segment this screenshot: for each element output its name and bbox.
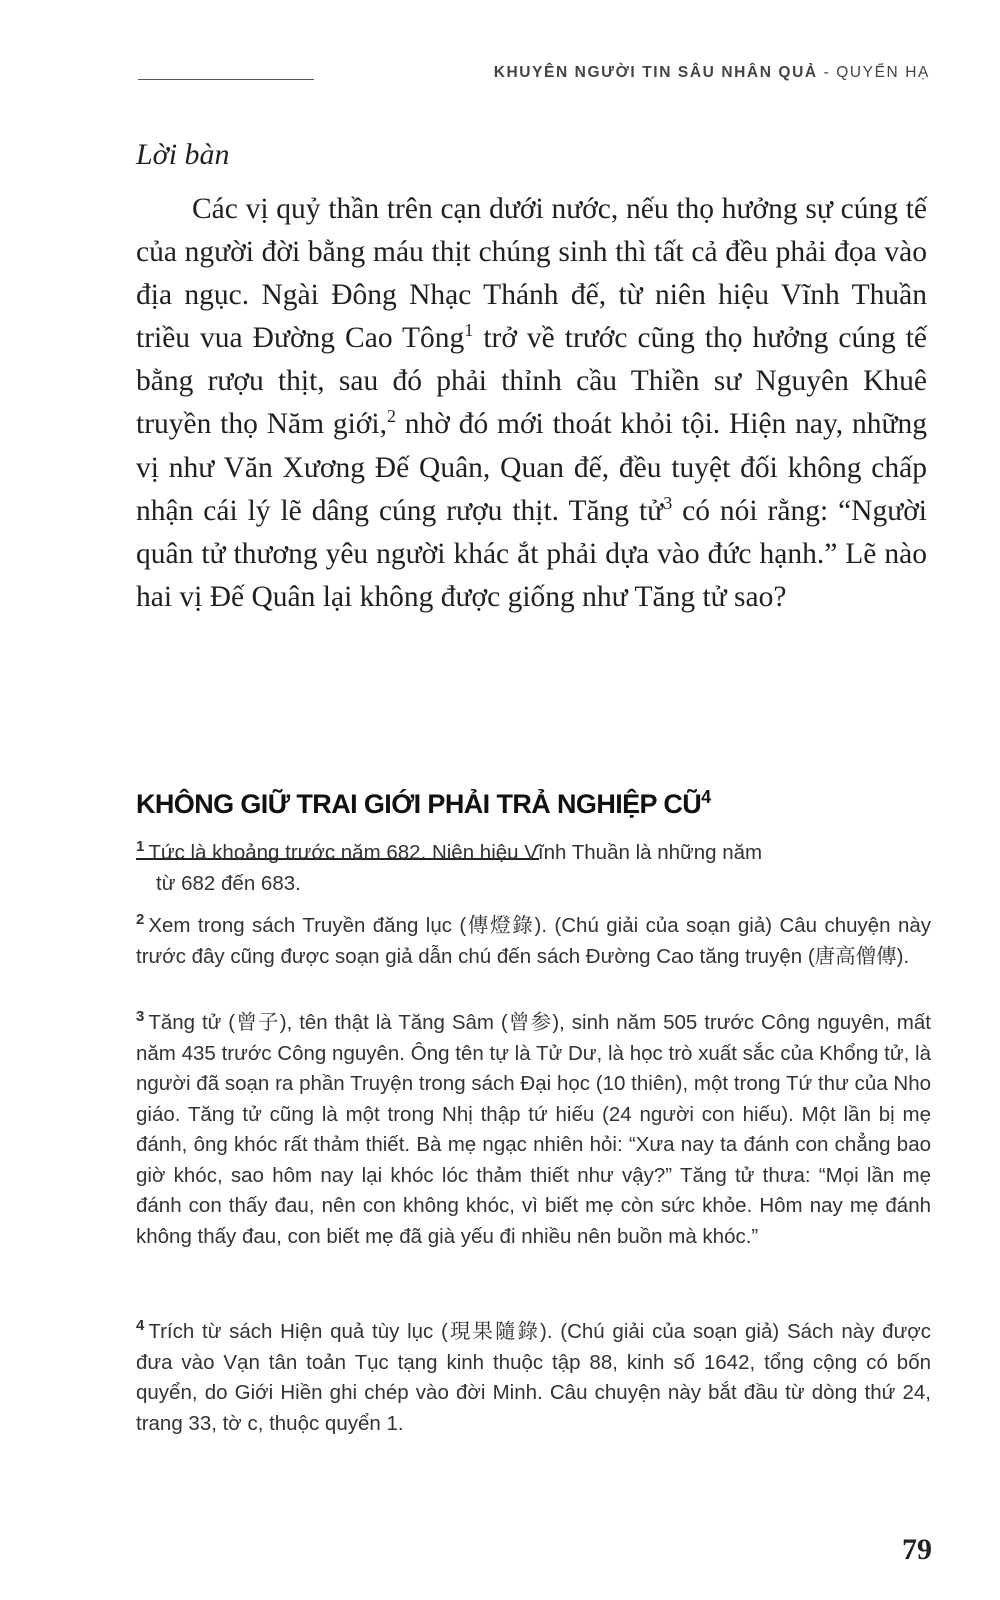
footnote-continuation: từ 682 đến 683. — [156, 871, 301, 895]
section-heading — [136, 789, 711, 820]
comment-heading: Lời bàn — [136, 138, 230, 171]
comment-text-2: trở về trước cũng thọ hưởng cúng tế bằng rượu thịt, sau đó phải thỉnh cầu Thiền sư Nguyên Khuê truyền thọ Năm giới, — [136, 322, 927, 441]
book-title: KHUYÊN NGƯỜI TIN SÂU NHÂN QUẢ — [493, 64, 818, 81]
footnote-ref-2[interactable]: 2 — [386, 406, 396, 427]
page-number: 79 — [902, 1533, 932, 1566]
header-rule — [138, 79, 314, 80]
comment-paragraph — [136, 188, 927, 619]
volume-label: QUYỂN HẠ — [836, 64, 930, 81]
footnote-text: Tăng tử (曾子), tên thật là Tăng Sâm (曾参), sinh năm 505 trước Công nguyên, mất năm 435 trước Công nguyên. Ông tên tự là Tử Dư, là học trò xuất sắc của Khổng tử, là người đã soạn ra phần Truyện trong sách Đại học (10 thiên), một trong Tứ thư của Nho giáo. Tăng tử cũng là một trong Nhị thập tứ hiếu (24 người con hiếu). Một lần bị mẹ đánh, ông khóc rất thảm thiết. Bà mẹ ngạc nhiên hỏi: “Xưa nay ta đánh con chẳng bao giờ khóc, sao hôm nay lại khóc lóc thảm thiết như vậy?” Tăng tử thưa: “Mọi lần mẹ đánh con thấy đau, nên con không khóc, vì biết mẹ còn sức khỏe. Hôm nay mẹ đánh không thấy đau, con biết mẹ đã già yếu đi nhiều nên buồn mà khóc.” — [136, 1011, 931, 1248]
comment-text-1: Các vị quỷ thần trên cạn dưới nước, nếu thọ hưởng sự cúng tế của người đời bằng máu thịt chúng sinh thì tất cả đều phải đọa vào địa ngục. Ngài Đông Nhạc Thánh đế, từ niên hiệu Vĩnh Thuần triều vua Đường Cao Tông — [136, 193, 927, 355]
footnote-number: 4 — [136, 1317, 145, 1335]
footnote-4 — [136, 1317, 931, 1439]
header-separator: - — [817, 64, 837, 81]
comment-text-4: có nói rằng: “Người quân tử thương yêu người khác ắt phải dựa vào đức hạnh.” Lẽ nào hai vị Đế Quân lại không được giống như Tăng tử sao? — [136, 494, 927, 613]
footnote-text: Trích từ sách Hiện quả tùy lục (現果隨錄). (Chú giải của soạn giả) Sách này được đưa vào Vạn tân toản Tục tạng kinh thuộc tập 88, kinh số 1642, tổng cộng có bốn quyển, do Giới Hiền ghi chép vào đời Minh. Câu chuyện này bắt đầu từ dòng thứ 24, trang 33, tờ c, thuộc quyển 1. — [136, 1320, 931, 1435]
footnote-ref-4[interactable]: 4 — [701, 787, 711, 807]
comment-text-3: nhờ đó mới thoát khỏi tội. Hiện nay, những vị như Văn Xương Đế Quân, Quan đế, đều tuyệt đối không chấp nhận cái lý lẽ dâng cúng rượu thịt. Tăng tử — [136, 408, 927, 527]
footnote-ref-3[interactable]: 3 — [663, 492, 673, 513]
section-heading-text: KHÔNG GIỮ TRAI GIỚI PHẢI TRẢ NGHIỆP CŨ — [136, 789, 702, 819]
footnote-ref-1[interactable]: 1 — [464, 320, 474, 341]
footnote-number: 1 — [136, 838, 145, 856]
footnote-text: Tức là khoảng trước năm 682. Niên hiệu Vĩnh Thuần là những năm — [148, 841, 763, 864]
footnote-2 — [136, 911, 931, 972]
footnote-number: 3 — [136, 1008, 145, 1026]
running-header — [494, 64, 930, 82]
footnote-3 — [136, 1008, 931, 1252]
footnote-number: 2 — [136, 911, 145, 929]
footnote-1 — [136, 838, 931, 899]
footnote-text: Xem trong sách Truyền đăng lục (傳燈錄). (Chú giải của soạn giả) Câu chuyện này trước đây cũng được soạn giả dẫn chú đến sách Đường Cao tăng truyện (唐高僧傳). — [136, 914, 931, 968]
